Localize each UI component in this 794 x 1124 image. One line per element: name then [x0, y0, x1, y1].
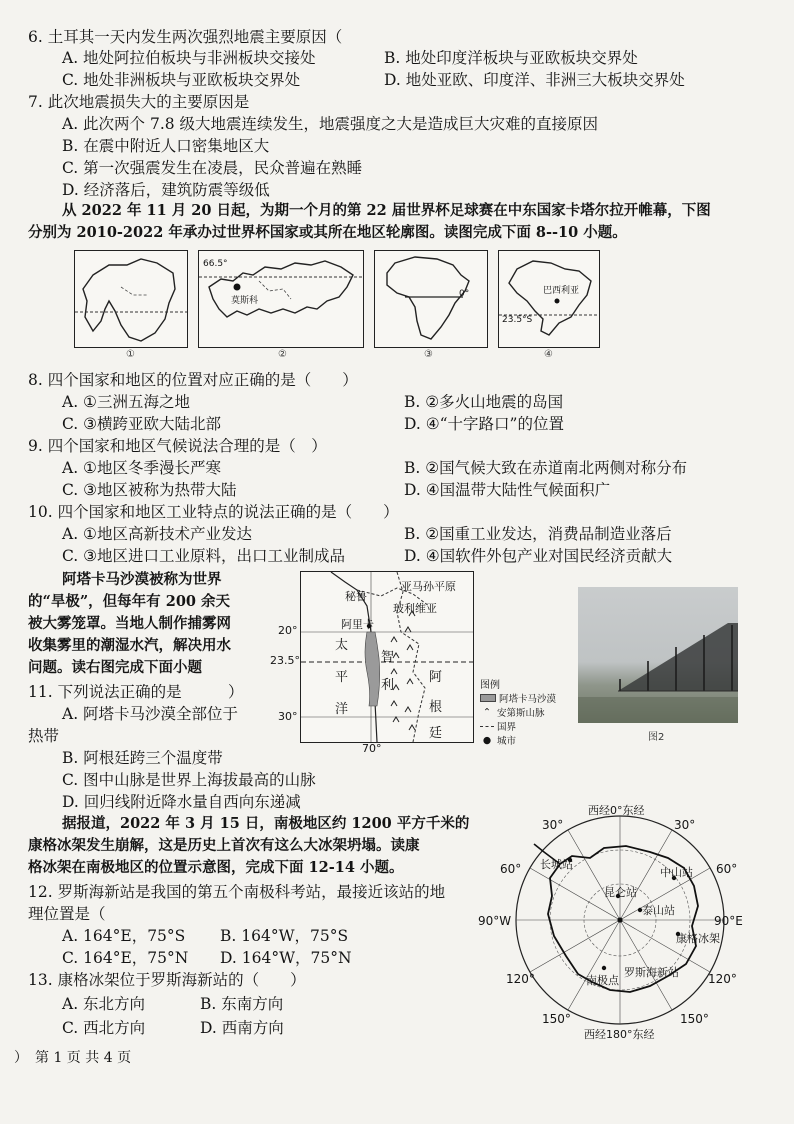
intro-conger-line2: 康格冰架发生崩解，这是历史上首次有这么大冰架坍塌。读康 — [28, 837, 420, 854]
antarctica-top-label: 西经0°东经 — [588, 804, 645, 817]
map-2-latitude: 66.5° — [203, 259, 228, 269]
intro-atacama-line2: 的“旱极”，但每年有 200 余天 — [28, 593, 231, 610]
question-6-stem: 6. 土耳其一天内发生两次强烈地震主要原因（ — [28, 28, 343, 46]
antarctica-deg-120-right: 120° — [708, 972, 737, 986]
question-10-option-d: D. ④国软件外包产业对国民经济贡献大 — [404, 547, 673, 565]
legend-mountain-icon: ⌃ — [483, 706, 491, 718]
question-12-stem-line1: 12. 罗斯海新站是我国的第五个南极科考站，最接近该站的地 — [28, 883, 446, 901]
intro-worldcup-line1: 从 2022 年 11 月 20 日起，为期一个月的第 22 届世界杯足球赛在中东国家卡塔尔拉开帷幕，下图 — [62, 202, 711, 219]
map-chile-atacama — [300, 571, 474, 743]
chile-map-ting: 廷 — [429, 726, 443, 741]
legend-row-andes — [480, 705, 576, 719]
legend-border-line — [480, 726, 494, 727]
legend-row-border — [480, 719, 576, 733]
map-1-number: ① — [126, 349, 135, 360]
map-3-number: ③ — [424, 349, 433, 360]
question-13-option-a: A. 东北方向 — [62, 995, 146, 1013]
page-footer: ） 第 1 页 共 4 页 — [14, 1050, 132, 1066]
antarctica-map — [478, 804, 743, 1041]
question-9-option-b: B. ②国气候大致在赤道南北两侧对称分布 — [404, 459, 688, 477]
intro-conger-line3: 格冰架在南极地区的位置示意图，完成下面 12-14 小题。 — [28, 859, 404, 876]
map-4-number: ④ — [544, 349, 553, 360]
question-10-option-a: A. ①地区高新技术产业发达 — [62, 525, 252, 543]
chile-map-lat-30: 30° — [278, 710, 298, 723]
question-7-option-a: A. 此次两个 7.8 级大地震连续发生，地震强度之大是造成巨大灾难的直接原因 — [62, 115, 599, 133]
question-12-option-d: D. 164°W，75°N — [220, 949, 352, 967]
map-africa — [374, 250, 488, 348]
chile-map-ping: 平 — [335, 670, 349, 685]
photo-caption: 图2 — [648, 732, 665, 743]
question-13-option-d: D. 西南方向 — [200, 1019, 284, 1037]
antarctica-deg-30-left: 30° — [542, 818, 564, 832]
chile-map-tai: 太 — [335, 638, 349, 653]
antarctica-deg-150-left: 150° — [542, 1012, 571, 1026]
antarctica-deg-150-right: 150° — [680, 1012, 709, 1026]
legend-city-label: 城市 — [497, 736, 517, 747]
question-6-option-d: D. 地处亚欧、印度洋、非洲三大板块交界处 — [384, 71, 685, 89]
antarctica-kunlun-station: 昆仑站 — [604, 886, 637, 899]
chile-map-arica: 阿里卡 — [341, 618, 374, 631]
question-6-option-b: B. 地处印度洋板块与亚欧板块交界处 — [384, 49, 638, 67]
antarctica-south-pole: 南极点 — [586, 974, 619, 987]
antarctica-conger-ice-shelf: 康格冰架 — [676, 932, 720, 945]
chile-map-a: 阿 — [429, 670, 443, 685]
antarctica-ross-sea-station: 罗斯海新站 — [624, 966, 679, 979]
question-7-stem: 7. 此次地震损失大的主要原因是 — [28, 93, 250, 111]
question-10-stem: 10. 四个国家和地区工业特点的说法正确的是（ ） — [28, 503, 399, 521]
question-6-option-a: A. 地处阿拉伯板块与非洲板块交接处 — [62, 49, 316, 67]
chile-map-peru: 秘鲁 — [345, 590, 367, 603]
legend-desert-label: 阿塔卡马沙漠 — [499, 694, 557, 705]
legend-city-icon: ● — [482, 734, 492, 746]
antarctica-deg-60-left: 60° — [500, 862, 522, 876]
intro-atacama-line3: 被大雾笼罩。当地人制作捕雾网 — [28, 615, 231, 632]
fog-net-illustration — [578, 587, 738, 723]
question-8-stem: 8. 四个国家和地区的位置对应正确的是（ ） — [28, 371, 358, 389]
map-3-latitude: 0° — [459, 289, 470, 299]
map-russia — [198, 250, 364, 348]
map-brazil — [498, 250, 600, 348]
intro-atacama-line1: 阿塔卡马沙漠被称为世界 — [62, 571, 222, 588]
chile-map-legend — [480, 676, 576, 747]
question-11-paren: ） — [228, 683, 244, 701]
question-10-option-c: C. ③地区进口工业原料，出口工业制成品 — [62, 547, 346, 565]
antarctica-bottom-label: 西经180°东经 — [584, 1028, 655, 1041]
chile-map-lat-23-5: 23.5° — [270, 654, 300, 667]
chile-map-amazon: 亚马孙平原 — [401, 580, 456, 593]
antarctica-taishan-station: 泰山站 — [642, 904, 675, 917]
antarctica-zhongshan-station: 中山站 — [660, 866, 693, 879]
legend-row-desert — [480, 691, 576, 705]
question-10-option-b: B. ②国重工业发达，消费品制造业落后 — [404, 525, 672, 543]
antarctica-deg-90e: 90°E — [714, 914, 743, 928]
chile-map-bolivia: 玻利维亚 — [393, 602, 437, 615]
legend-desert-swatch — [480, 694, 496, 702]
question-9-option-c: C. ③地区被称为热带大陆 — [62, 481, 237, 499]
chile-map-yang: 洋 — [335, 702, 349, 717]
question-6-option-c: C. 地处非洲板块与亚欧板块交界处 — [62, 71, 301, 89]
question-11-option-a-line2: 热带 — [28, 727, 60, 745]
question-11-option-b: B. 阿根廷跨三个温度带 — [62, 749, 223, 767]
question-11-option-c: C. 图中山脉是世界上海拔最高的山脉 — [62, 771, 316, 789]
question-8-option-a: A. ①三洲五海之地 — [62, 393, 190, 411]
fog-net-photo — [578, 587, 738, 723]
question-7-option-c: C. 第一次强震发生在凌晨，民众普遍在熟睡 — [62, 159, 363, 177]
map-2-number: ② — [278, 349, 287, 360]
question-9-stem: 9. 四个国家和地区气候说法合理的是（ ） — [28, 437, 327, 455]
antarctica-deg-60-right: 60° — [716, 862, 738, 876]
chile-map-gen: 根 — [429, 700, 443, 715]
intro-atacama-line5: 问题。读右图完成下面小题 — [28, 659, 202, 676]
chile-map-lat-20: 20° — [278, 624, 298, 637]
question-13-option-b: B. 东南方向 — [200, 995, 284, 1013]
question-7-option-b: B. 在震中附近人口密集地区大 — [62, 137, 270, 155]
question-8-option-c: C. ③横跨亚欧大陆北部 — [62, 415, 222, 433]
antarctica-deg-90w: 90°W — [478, 914, 512, 928]
chile-map-zhi: 智 — [381, 650, 395, 665]
legend-andes-label: 安第斯山脉 — [497, 708, 545, 719]
intro-conger-line1: 据报道，2022 年 3 月 15 日，南极地区约 1200 平方千米的 — [62, 815, 470, 832]
question-13-option-c: C. 西北方向 — [62, 1019, 146, 1037]
question-8-option-b: B. ②多火山地震的岛国 — [404, 393, 564, 411]
brazil-outline — [499, 251, 599, 347]
question-9-option-d: D. ④国温带大陆性气候面积广 — [404, 481, 611, 499]
intro-worldcup-line2: 分别为 2010-2022 年承办过世界杯国家或其所在地区轮廓图。读图完成下面 8--10 小题。 — [28, 224, 627, 241]
question-12-option-a: A. 164°E，75°S — [62, 927, 186, 945]
question-12-option-c: C. 164°E，75°N — [62, 949, 189, 967]
map-4-city: 巴西利亚 — [543, 286, 580, 296]
question-11-option-d: D. 回归线附近降水量自西向东递减 — [62, 793, 301, 811]
middle-east-outline — [75, 251, 187, 347]
map-2-city: 莫斯科 — [231, 296, 259, 306]
question-9-option-a: A. ①地区冬季漫长严寒 — [62, 459, 221, 477]
antarctica-polar-drawing — [500, 806, 740, 1036]
antarctica-great-wall-station: 长城站 — [540, 858, 573, 871]
chile-map-li: 利 — [381, 678, 395, 693]
legend-title: 图例 — [480, 680, 500, 691]
chile-map-lon-70: 70° — [362, 742, 382, 755]
question-8-option-d: D. ④“十字路口”的位置 — [404, 415, 564, 433]
question-11-stem: 11. 下列说法正确的是 — [28, 683, 182, 701]
legend-border-label: 国界 — [497, 722, 517, 733]
antarctica-deg-30-right: 30° — [674, 818, 696, 832]
map-middle-east — [74, 250, 188, 348]
legend-row-city — [480, 733, 576, 747]
africa-outline — [375, 251, 487, 347]
intro-atacama-line4: 收集雾里的潮湿水汽，解决用水 — [28, 637, 231, 654]
question-7-option-d: D. 经济落后，建筑防震等级低 — [62, 181, 270, 199]
question-11-option-a-line1: A. 阿塔卡马沙漠全部位于 — [62, 705, 239, 723]
map-4-latitude: 23.5°S — [502, 315, 533, 325]
question-12-option-b: B. 164°W，75°S — [220, 927, 349, 945]
question-12-stem-line2: 理位置是（ — [28, 905, 106, 923]
antarctica-deg-120-left: 120° — [506, 972, 535, 986]
question-13-stem: 13. 康格冰架位于罗斯海新站的（ ） — [28, 971, 306, 989]
